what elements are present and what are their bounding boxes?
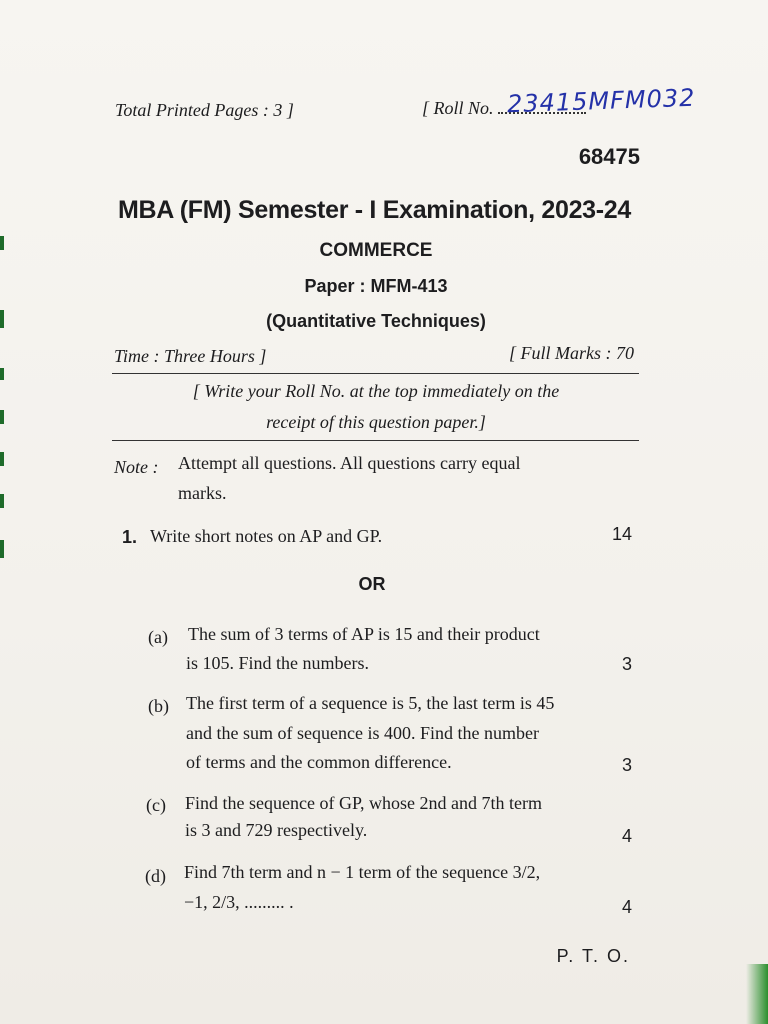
- part-label: (d): [145, 866, 166, 886]
- exam-title: MBA (FM) Semester - I Examination, 2023-24: [118, 196, 632, 224]
- page-edge-mark: [0, 494, 4, 508]
- part-text-line: and the sum of sequence is 400. Find the number: [186, 723, 539, 743]
- total-printed-pages: Total Printed Pages : 3 ]: [115, 100, 294, 120]
- paper-code-heading: Paper : MFM-413: [304, 276, 448, 296]
- part-text-line: Find 7th term and n − 1 term of the sequence 3/2,: [184, 862, 541, 882]
- roll-number-label: [ Roll No.: [422, 98, 494, 118]
- note-text: Attempt all questions. All questions carry equal: [178, 453, 521, 473]
- part-text-line: The first term of a sequence is 5, the last term is 45: [186, 693, 555, 713]
- note-label: Note :: [114, 457, 159, 477]
- roll-number-handwritten: 23415MFM032: [506, 83, 696, 119]
- please-turn-over: P. T. O.: [556, 946, 630, 966]
- page-edge-mark: [0, 540, 4, 558]
- divider-rule: [112, 373, 639, 374]
- or-separator: OR: [358, 574, 386, 594]
- note-text-continued: marks.: [178, 483, 227, 503]
- page-edge-mark: [0, 368, 4, 380]
- question-number: 1.: [122, 527, 138, 547]
- full-marks: [ Full Marks : 70: [509, 343, 634, 363]
- paper-code: 68475: [578, 144, 640, 169]
- part-marks: 3: [621, 755, 632, 775]
- part-marks: 4: [621, 826, 632, 846]
- question-text: Write short notes on AP and GP.: [150, 526, 383, 546]
- part-label: (a): [148, 627, 168, 647]
- divider-rule: [112, 440, 639, 441]
- part-marks: 4: [621, 897, 632, 917]
- part-text-line: is 3 and 729 respectively.: [185, 820, 368, 840]
- part-marks: 3: [621, 654, 632, 674]
- question-marks: 14: [611, 524, 632, 544]
- part-text-line: is 105. Find the numbers.: [186, 653, 369, 673]
- part-label: (b): [148, 696, 169, 716]
- instruction-line-2: receipt of this question paper.]: [266, 412, 486, 432]
- part-text-line: −1, 2/3, ......... .: [184, 892, 294, 912]
- time-allowed: Time : Three Hours ]: [114, 346, 267, 366]
- course-name: (Quantitative Techniques): [266, 311, 486, 331]
- page-edge-mark: [0, 452, 4, 466]
- subject-heading: COMMERCE: [319, 240, 433, 261]
- instruction-line-1: [ Write your Roll No. at the top immediately on the: [192, 381, 560, 401]
- part-text-line: of terms and the common difference.: [186, 752, 452, 772]
- page-corner-mark: [746, 964, 768, 1024]
- part-text-line: Find the sequence of GP, whose 2nd and 7th term: [185, 793, 542, 813]
- part-label: (c): [146, 795, 166, 815]
- part-text-line: The sum of 3 terms of AP is 15 and their product: [188, 624, 540, 644]
